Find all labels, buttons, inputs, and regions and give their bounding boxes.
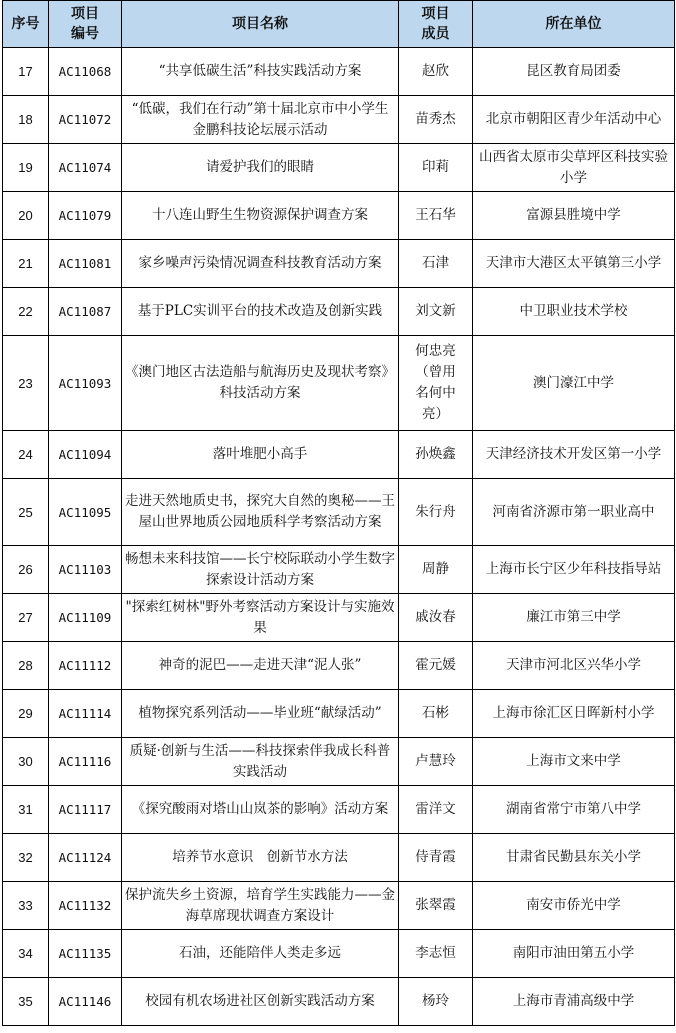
table-row [3,479,675,546]
header-code: 项目编号 [49,1,122,48]
cell-name: “共享低碳生活”科技实践活动方案 [122,48,399,96]
table-row [3,96,675,144]
cell-index: 31 [3,786,49,834]
cell-unit: 上海市长宁区少年科技指导站 [473,546,675,594]
table-row [3,48,675,96]
cell-code: AC11074 [49,144,122,192]
header-index: 序号 [3,1,49,48]
table-row [3,738,675,786]
cell-index: 26 [3,546,49,594]
cell-members: 雷洋文 [399,786,473,834]
table-row [3,431,675,479]
cell-index: 21 [3,240,49,288]
cell-code: AC11081 [49,240,122,288]
cell-code: AC11093 [49,336,122,431]
cell-name: 《澳门地区古法造船与航海历史及现状考察》科技活动方案 [122,336,399,431]
table-row [3,288,675,336]
cell-members: 孙焕鑫 [399,431,473,479]
cell-index: 23 [3,336,49,431]
cell-unit: 澳门濠江中学 [473,336,675,431]
cell-members: 赵欣 [399,48,473,96]
cell-code: AC11095 [49,479,122,546]
cell-name: 十八连山野生生物资源保护调查方案 [122,192,399,240]
cell-code: AC11114 [49,690,122,738]
cell-members: 石津 [399,240,473,288]
cell-members: 卢慧玲 [399,738,473,786]
cell-index: 19 [3,144,49,192]
cell-unit: 山西省太原市尖草坪区科技实验小学 [473,144,675,192]
cell-unit: 天津市河北区兴华小学 [473,642,675,690]
table-row [3,834,675,882]
cell-index: 33 [3,882,49,930]
cell-unit: 廉江市第三中学 [473,594,675,642]
cell-members: 李志恒 [399,930,473,978]
cell-members: 刘文新 [399,288,473,336]
cell-index: 34 [3,930,49,978]
cell-code: AC11079 [49,192,122,240]
cell-code: AC11117 [49,786,122,834]
cell-name: 落叶堆肥小高手 [122,431,399,479]
cell-unit: 河南省济源市第一职业高中 [473,479,675,546]
cell-index: 30 [3,738,49,786]
cell-code: AC11094 [49,431,122,479]
cell-index: 24 [3,431,49,479]
table-row [3,690,675,738]
cell-members: 朱行舟 [399,479,473,546]
cell-name: 家乡噪声污染情况调查科技教育活动方案 [122,240,399,288]
cell-members-text: 何忠亮（曾用名何中亮） [415,343,456,422]
cell-index: 28 [3,642,49,690]
table-header-row [3,1,675,48]
cell-code: AC11068 [49,48,122,96]
cell-index: 32 [3,834,49,882]
header-unit: 所在单位 [473,1,675,48]
cell-unit: 天津市大港区太平镇第三小学 [473,240,675,288]
cell-code: AC11072 [49,96,122,144]
cell-code: AC11109 [49,594,122,642]
table-row [3,594,675,642]
cell-name: 《探究酸雨对塔山山岚茶的影响》活动方案 [122,786,399,834]
cell-unit: 南安市侨光中学 [473,882,675,930]
cell-name: 校园有机农场进社区创新实践活动方案 [122,978,399,1026]
table-row [3,882,675,930]
cell-unit: 天津经济技术开发区第一小学 [473,431,675,479]
table-row [3,144,675,192]
header-name: 项目名称 [122,1,399,48]
cell-members: 张翠霞 [399,882,473,930]
project-table [2,0,675,1026]
table-row [3,930,675,978]
cell-index: 22 [3,288,49,336]
cell-members: 杨玲 [399,978,473,1026]
cell-name: 植物探究系列活动——毕业班“献绿活动” [122,690,399,738]
cell-name: 石油，还能陪伴人类走多远 [122,930,399,978]
cell-code: AC11146 [49,978,122,1026]
cell-unit: 上海市青浦高级中学 [473,978,675,1026]
cell-members: 印莉 [399,144,473,192]
cell-members: 侍青霞 [399,834,473,882]
cell-unit: 湖南省常宁市第八中学 [473,786,675,834]
table-row [3,642,675,690]
cell-name: 基于PLC实训平台的技术改造及创新实践 [122,288,399,336]
cell-name: 走进天然地质史书，探究大自然的奥秘——王屋山世界地质公园地质科学考察活动方案 [122,479,399,546]
cell-index: 29 [3,690,49,738]
cell-index: 25 [3,479,49,546]
cell-index: 35 [3,978,49,1026]
cell-index: 20 [3,192,49,240]
table-row [3,336,675,431]
cell-index: 17 [3,48,49,96]
cell-code: AC11087 [49,288,122,336]
cell-code: AC11132 [49,882,122,930]
header-members: 项目成员 [399,1,473,48]
table-row [3,192,675,240]
cell-code: AC11135 [49,930,122,978]
cell-members: 戚汝春 [399,594,473,642]
cell-name: 请爱护我们的眼睛 [122,144,399,192]
cell-name: 保护流失乡土资源，培育学生实践能力——金海草席现状调查方案设计 [122,882,399,930]
table-row [3,786,675,834]
cell-unit: 南阳市油田第五小学 [473,930,675,978]
cell-name: “低碳，我们在行动”第十届北京市中小学生金鹏科技论坛展示活动 [122,96,399,144]
table-row [3,978,675,1026]
cell-name: "探索红树林"野外考察活动方案设计与实施效果 [122,594,399,642]
cell-name: 质疑·创新与生活——科技探索伴我成长科普实践活动 [122,738,399,786]
cell-unit: 中卫职业技术学校 [473,288,675,336]
cell-unit: 上海市文来中学 [473,738,675,786]
cell-index: 18 [3,96,49,144]
cell-name: 神奇的泥巴——走进天津“泥人张” [122,642,399,690]
cell-index: 27 [3,594,49,642]
cell-name: 培养节水意识 创新节水方法 [122,834,399,882]
cell-name: 畅想未来科技馆——长宁校际联动小学生数字探索设计活动方案 [122,546,399,594]
cell-unit: 北京市朝阳区青少年活动中心 [473,96,675,144]
cell-unit: 富源县胜境中学 [473,192,675,240]
cell-unit: 甘肃省民勤县东关小学 [473,834,675,882]
table-row [3,546,675,594]
cell-members: 石彬 [399,690,473,738]
cell-unit: 上海市徐汇区日晖新村小学 [473,690,675,738]
cell-members: 周静 [399,546,473,594]
cell-code: AC11116 [49,738,122,786]
cell-members: 霍元媛 [399,642,473,690]
cell-code: AC11103 [49,546,122,594]
cell-members: 王石华 [399,192,473,240]
cell-unit: 昆区教育局团委 [473,48,675,96]
cell-code: AC11112 [49,642,122,690]
cell-members [399,336,473,431]
cell-members: 苗秀杰 [399,96,473,144]
table-row [3,240,675,288]
cell-code: AC11124 [49,834,122,882]
